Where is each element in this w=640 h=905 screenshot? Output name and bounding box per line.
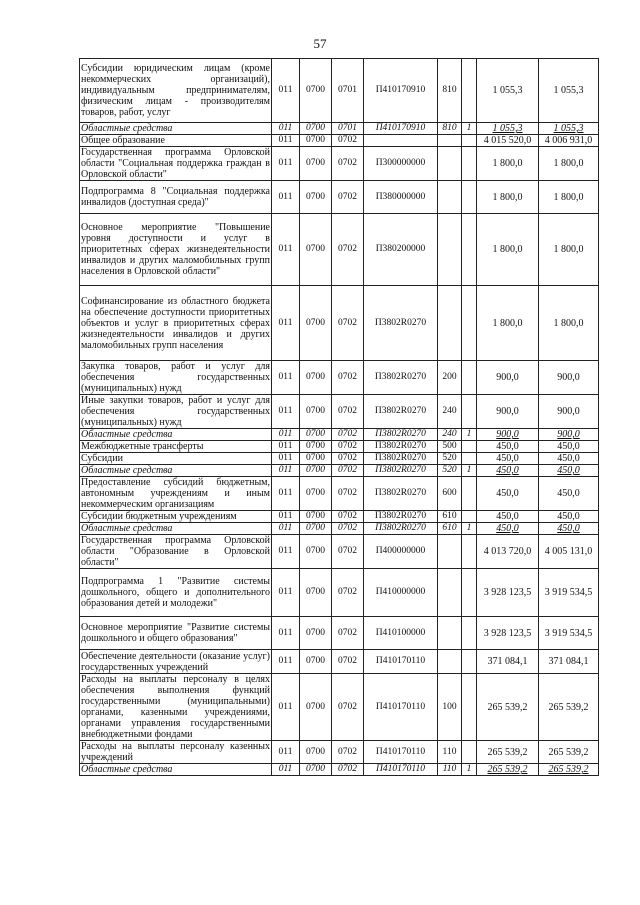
- cell-target-article: [364, 135, 438, 147]
- cell-amount-year-2: 3 919 534,5: [539, 617, 599, 650]
- cell-name: Межбюджетные трансферты: [80, 441, 272, 453]
- cell-section-code: 0700: [300, 650, 332, 674]
- table-row: [80, 147, 599, 181]
- cell-source-code: [462, 181, 477, 214]
- cell-amount-year-2: 450,0: [539, 511, 599, 523]
- cell-expense-type: 240: [438, 429, 462, 441]
- cell-section-code: 0700: [300, 361, 332, 395]
- cell-expense-type: 520: [438, 453, 462, 465]
- table-row: [80, 181, 599, 214]
- cell-admin-code: 011: [272, 147, 300, 181]
- cell-amount-year-2: 900,0: [539, 361, 599, 395]
- cell-amount-year-2: 1 055,3: [539, 123, 599, 135]
- cell-amount-year-1: 4 013 720,0: [477, 535, 539, 569]
- cell-amount-year-1: 265 539,2: [477, 764, 539, 776]
- table-row: [80, 441, 599, 453]
- cell-target-article: П410170110: [364, 741, 438, 764]
- cell-admin-code: 011: [272, 465, 300, 477]
- table-row: [80, 453, 599, 465]
- cell-amount-year-1: 450,0: [477, 477, 539, 511]
- cell-name: Областные средства: [80, 523, 272, 535]
- cell-section-code: 0700: [300, 535, 332, 569]
- table-row: [80, 650, 599, 674]
- cell-target-article: П410170110: [364, 674, 438, 741]
- cell-amount-year-1: 450,0: [477, 511, 539, 523]
- table-row: [80, 395, 599, 429]
- cell-amount-year-1: 1 055,3: [477, 123, 539, 135]
- cell-name: Областные средства: [80, 764, 272, 776]
- cell-admin-code: 011: [272, 395, 300, 429]
- cell-target-article: П300000000: [364, 147, 438, 181]
- cell-subsection-code: 0702: [332, 535, 364, 569]
- cell-section-code: 0700: [300, 617, 332, 650]
- cell-target-article: П3802R0270: [364, 441, 438, 453]
- table-row: [80, 361, 599, 395]
- cell-amount-year-1: 900,0: [477, 395, 539, 429]
- cell-target-article: П410170110: [364, 764, 438, 776]
- cell-expense-type: [438, 135, 462, 147]
- cell-source-code: [462, 535, 477, 569]
- budget-table: [79, 58, 599, 776]
- cell-amount-year-2: 900,0: [539, 429, 599, 441]
- cell-name: Областные средства: [80, 465, 272, 477]
- cell-amount-year-1: 3 928 123,5: [477, 617, 539, 650]
- cell-source-code: [462, 511, 477, 523]
- cell-target-article: П3802R0270: [364, 465, 438, 477]
- cell-expense-type: 500: [438, 441, 462, 453]
- cell-admin-code: 011: [272, 535, 300, 569]
- cell-admin-code: 011: [272, 523, 300, 535]
- cell-amount-year-2: 900,0: [539, 395, 599, 429]
- cell-source-code: [462, 617, 477, 650]
- table-row: [80, 617, 599, 650]
- table-body: [80, 59, 599, 776]
- table-row: [80, 764, 599, 776]
- cell-section-code: 0700: [300, 441, 332, 453]
- cell-amount-year-2: 450,0: [539, 523, 599, 535]
- cell-amount-year-2: 450,0: [539, 465, 599, 477]
- cell-expense-type: [438, 569, 462, 617]
- cell-amount-year-2: 1 800,0: [539, 214, 599, 286]
- table-row: [80, 674, 599, 741]
- cell-target-article: П410170910: [364, 123, 438, 135]
- cell-amount-year-2: 265 539,2: [539, 674, 599, 741]
- cell-name: Областные средства: [80, 123, 272, 135]
- table-row: [80, 569, 599, 617]
- cell-name: Иные закупки товаров, работ и услуг для обеспечения государственных (муниципальных) нужд: [81, 395, 270, 428]
- cell-section-code: 0700: [300, 147, 332, 181]
- cell-admin-code: 011: [272, 181, 300, 214]
- cell-expense-type: 200: [438, 361, 462, 395]
- cell-amount-year-2: 450,0: [539, 441, 599, 453]
- table-row: [80, 465, 599, 477]
- cell-source-code: [462, 286, 477, 361]
- cell-subsection-code: 0702: [332, 477, 364, 511]
- cell-section-code: 0700: [300, 123, 332, 135]
- cell-expense-type: 810: [438, 59, 462, 123]
- cell-name: Расходы на выплаты персоналу казенных учреждений: [81, 741, 270, 763]
- cell-subsection-code: 0702: [332, 674, 364, 741]
- cell-amount-year-1: 4 015 520,0: [477, 135, 539, 147]
- table-row: [80, 59, 599, 123]
- cell-amount-year-2: 265 539,2: [539, 741, 599, 764]
- cell-name: Субсидии: [80, 453, 272, 465]
- cell-subsection-code: 0701: [332, 123, 364, 135]
- cell-admin-code: 011: [272, 741, 300, 764]
- cell-amount-year-2: 450,0: [539, 477, 599, 511]
- cell-target-article: П410100000: [364, 617, 438, 650]
- table-row: [80, 511, 599, 523]
- cell-expense-type: [438, 147, 462, 181]
- cell-target-article: П410170110: [364, 650, 438, 674]
- cell-amount-year-1: 900,0: [477, 361, 539, 395]
- cell-name: Софинансирование из областного бюджета на обеспечение доступности приоритетных объектов и услуг в приоритетных сферах жизнедеятельности инвалидов и других маломобильных групп населения: [80, 286, 272, 361]
- cell-section-code: 0700: [300, 453, 332, 465]
- cell-source-code: [462, 477, 477, 511]
- cell-name: Подпрограмма 1 "Развитие системы дошкольного, общего и дополнительного образования детей и молодежи": [80, 569, 272, 617]
- cell-expense-type: 110: [438, 764, 462, 776]
- cell-amount-year-1: 450,0: [477, 453, 539, 465]
- cell-section-code: 0700: [300, 214, 332, 286]
- table-row: [80, 523, 599, 535]
- cell-name: Закупка товаров, работ и услуг для обеспечения государственных (муниципальных) нужд: [81, 361, 270, 394]
- cell-section-code: 0700: [300, 59, 332, 123]
- cell-subsection-code: 0702: [332, 441, 364, 453]
- cell-section-code: 0700: [300, 465, 332, 477]
- cell-source-code: 1: [462, 465, 477, 477]
- cell-subsection-code: 0702: [332, 569, 364, 617]
- cell-section-code: 0700: [300, 523, 332, 535]
- cell-amount-year-2: 4 005 131,0: [539, 535, 599, 569]
- cell-subsection-code: 0702: [332, 741, 364, 764]
- cell-amount-year-2: 1 055,3: [539, 59, 599, 123]
- cell-amount-year-1: 900,0: [477, 429, 539, 441]
- table-row: [80, 123, 599, 135]
- cell-subsection-code: 0702: [332, 650, 364, 674]
- cell-expense-type: [438, 535, 462, 569]
- cell-target-article: П3802R0270: [364, 361, 438, 395]
- cell-name: Государственная программа Орловской области "Образование в Орловской области": [81, 535, 270, 568]
- cell-admin-code: 011: [272, 617, 300, 650]
- cell-admin-code: 011: [272, 214, 300, 286]
- cell-source-code: [462, 135, 477, 147]
- cell-amount-year-1: 450,0: [477, 523, 539, 535]
- cell-expense-type: [438, 617, 462, 650]
- cell-target-article: П3802R0270: [364, 453, 438, 465]
- cell-target-article: П3802R0270: [364, 523, 438, 535]
- cell-name: Субсидии юридическим лицам (кроме некоммерческих организаций), индивидуальным предпринимателям, физическим лицам - производителям товаров, работ, услуг: [80, 59, 272, 123]
- table-row: [80, 535, 599, 569]
- cell-admin-code: 011: [272, 477, 300, 511]
- cell-admin-code: 011: [272, 286, 300, 361]
- cell-section-code: 0700: [300, 477, 332, 511]
- cell-admin-code: 011: [272, 511, 300, 523]
- cell-subsection-code: 0701: [332, 59, 364, 123]
- cell-source-code: [462, 453, 477, 465]
- table-row: [80, 477, 599, 511]
- cell-subsection-code: 0702: [332, 395, 364, 429]
- cell-section-code: 0700: [300, 511, 332, 523]
- cell-expense-type: 600: [438, 477, 462, 511]
- cell-section-code: 0700: [300, 395, 332, 429]
- cell-target-article: П3802R0270: [364, 511, 438, 523]
- cell-target-article: П380200000: [364, 214, 438, 286]
- cell-amount-year-2: 1 800,0: [539, 181, 599, 214]
- cell-name: Субсидии бюджетным учреждениям: [80, 511, 272, 523]
- cell-section-code: 0700: [300, 286, 332, 361]
- cell-amount-year-2: 371 084,1: [539, 650, 599, 674]
- cell-amount-year-1: 1 055,3: [477, 59, 539, 123]
- cell-name: Основное мероприятие "Повышение уровня доступности и услуг в приоритетных сферах жизнедеятельности инвалидов и других маломобильных групп населения в Орловской области": [80, 214, 272, 286]
- cell-source-code: [462, 650, 477, 674]
- cell-target-article: П3802R0270: [364, 286, 438, 361]
- cell-expense-type: 110: [438, 741, 462, 764]
- cell-expense-type: 610: [438, 511, 462, 523]
- cell-source-code: [462, 569, 477, 617]
- cell-target-article: П410000000: [364, 569, 438, 617]
- cell-name: Расходы на выплаты персоналу в целях обеспечения выполнения функций государственными (муниципальными) органами, казенными учреждениями, органами управления государственными внебюджетными фондами: [81, 674, 270, 740]
- cell-source-code: 1: [462, 764, 477, 776]
- cell-subsection-code: 0702: [332, 511, 364, 523]
- cell-subsection-code: 0702: [332, 361, 364, 395]
- cell-section-code: 0700: [300, 181, 332, 214]
- cell-admin-code: 011: [272, 764, 300, 776]
- cell-expense-type: [438, 286, 462, 361]
- cell-name: Общее образование: [80, 135, 272, 147]
- cell-target-article: П3802R0270: [364, 477, 438, 511]
- cell-admin-code: 011: [272, 123, 300, 135]
- cell-subsection-code: 0702: [332, 465, 364, 477]
- cell-subsection-code: 0702: [332, 429, 364, 441]
- table-row: [80, 135, 599, 147]
- table-row: [80, 286, 599, 361]
- cell-subsection-code: 0702: [332, 523, 364, 535]
- cell-subsection-code: 0702: [332, 214, 364, 286]
- cell-expense-type: 810: [438, 123, 462, 135]
- cell-admin-code: 011: [272, 569, 300, 617]
- cell-target-article: П3802R0270: [364, 395, 438, 429]
- cell-subsection-code: 0702: [332, 453, 364, 465]
- cell-expense-type: 100: [438, 674, 462, 741]
- cell-admin-code: 011: [272, 429, 300, 441]
- cell-admin-code: 011: [272, 441, 300, 453]
- cell-section-code: 0700: [300, 135, 332, 147]
- cell-section-code: 0700: [300, 764, 332, 776]
- table-row: [80, 214, 599, 286]
- cell-amount-year-1: 1 800,0: [477, 181, 539, 214]
- cell-amount-year-1: 3 928 123,5: [477, 569, 539, 617]
- cell-name: Областные средства: [80, 429, 272, 441]
- cell-target-article: П400000000: [364, 535, 438, 569]
- page-number: 57: [313, 36, 327, 51]
- cell-admin-code: 011: [272, 59, 300, 123]
- cell-expense-type: 520: [438, 465, 462, 477]
- cell-subsection-code: 0702: [332, 286, 364, 361]
- cell-subsection-code: 0702: [332, 617, 364, 650]
- cell-name: Подпрограмма 8 "Социальная поддержка инвалидов (доступная среда)": [80, 181, 272, 214]
- cell-expense-type: 240: [438, 395, 462, 429]
- table-row: [80, 429, 599, 441]
- cell-admin-code: 011: [272, 453, 300, 465]
- cell-expense-type: [438, 214, 462, 286]
- table-row: [80, 741, 599, 764]
- cell-source-code: [462, 59, 477, 123]
- cell-source-code: [462, 741, 477, 764]
- cell-amount-year-2: 450,0: [539, 453, 599, 465]
- cell-section-code: 0700: [300, 741, 332, 764]
- cell-amount-year-1: 1 800,0: [477, 147, 539, 181]
- cell-name: Предоставление субсидий бюджетным, автономным учреждениям и иным некоммерческим организациям: [81, 477, 270, 510]
- cell-amount-year-1: 1 800,0: [477, 286, 539, 361]
- cell-amount-year-1: 450,0: [477, 465, 539, 477]
- cell-section-code: 0700: [300, 674, 332, 741]
- cell-amount-year-2: 4 006 931,0: [539, 135, 599, 147]
- cell-amount-year-2: 265 539,2: [539, 764, 599, 776]
- cell-target-article: П410170910: [364, 59, 438, 123]
- cell-target-article: П380000000: [364, 181, 438, 214]
- cell-amount-year-1: 450,0: [477, 441, 539, 453]
- cell-admin-code: 011: [272, 674, 300, 741]
- cell-admin-code: 011: [272, 135, 300, 147]
- cell-source-code: [462, 361, 477, 395]
- cell-target-article: П3802R0270: [364, 429, 438, 441]
- cell-amount-year-1: 1 800,0: [477, 214, 539, 286]
- cell-subsection-code: 0702: [332, 764, 364, 776]
- cell-subsection-code: 0702: [332, 181, 364, 214]
- cell-amount-year-1: 265 539,2: [477, 741, 539, 764]
- cell-section-code: 0700: [300, 429, 332, 441]
- cell-source-code: [462, 147, 477, 181]
- cell-amount-year-2: 1 800,0: [539, 147, 599, 181]
- cell-source-code: [462, 441, 477, 453]
- cell-source-code: 1: [462, 429, 477, 441]
- cell-source-code: 1: [462, 523, 477, 535]
- cell-amount-year-2: 3 919 534,5: [539, 569, 599, 617]
- cell-amount-year-2: 1 800,0: [539, 286, 599, 361]
- cell-subsection-code: 0702: [332, 135, 364, 147]
- cell-expense-type: 610: [438, 523, 462, 535]
- cell-amount-year-1: 371 084,1: [477, 650, 539, 674]
- cell-expense-type: [438, 181, 462, 214]
- cell-source-code: 1: [462, 123, 477, 135]
- cell-expense-type: [438, 650, 462, 674]
- cell-source-code: [462, 395, 477, 429]
- cell-source-code: [462, 214, 477, 286]
- cell-name: Государственная программа Орловской области "Социальная поддержка граждан в Орловской области": [81, 147, 270, 180]
- cell-admin-code: 011: [272, 361, 300, 395]
- cell-amount-year-1: 265 539,2: [477, 674, 539, 741]
- cell-name: Обеспечение деятельности (оказание услуг) государственных учреждений: [81, 650, 270, 673]
- cell-subsection-code: 0702: [332, 147, 364, 181]
- cell-admin-code: 011: [272, 650, 300, 674]
- cell-name: Основное мероприятие "Развитие системы дошкольного и общего образования": [80, 617, 272, 650]
- cell-source-code: [462, 674, 477, 741]
- cell-section-code: 0700: [300, 569, 332, 617]
